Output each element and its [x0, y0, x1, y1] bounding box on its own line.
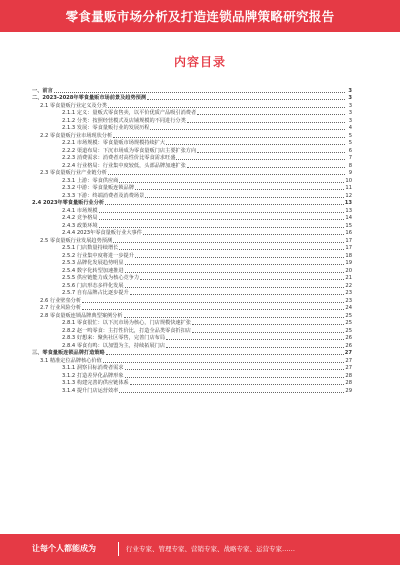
toc-entry-title: 2.1.1 定义：量贩式零食售卖，以平价优质产品吸引消费者 — [62, 110, 197, 116]
toc-entry-page: 28 — [345, 372, 352, 379]
toc-entry-title: 2.4 2023年零食量贩行业分析 — [32, 200, 105, 206]
toc-entry-page: 4 — [348, 125, 352, 131]
toc-entry-title: 2.1.3 发展：零食量贩行业的发展历程 — [62, 125, 150, 131]
toc-dot-leader — [166, 347, 344, 348]
toc-entry-title: 2.5.5 供应链能力成为核心竞争力 — [62, 275, 140, 281]
toc-entry[interactable] — [30, 191, 352, 199]
toc-entry[interactable] — [30, 184, 352, 192]
toc-entry-title: 2.1.2 分类：按照经营模式及店铺规模的不同进行分类 — [62, 117, 186, 124]
toc-entry-title: 2.5.7 自有品牌占比逐步提升 — [62, 290, 129, 296]
toc-entry[interactable] — [30, 296, 352, 304]
toc-dot-leader — [135, 189, 344, 190]
toc-dot-leader — [108, 174, 345, 175]
toc-entry[interactable] — [30, 221, 352, 229]
toc-dot-leader — [119, 249, 344, 250]
toc-entry-page: 11 — [345, 185, 352, 191]
toc-entry[interactable] — [30, 311, 352, 319]
toc-entry[interactable] — [30, 109, 352, 117]
toc-dot-leader — [197, 152, 345, 153]
toc-dot-leader — [145, 197, 344, 198]
toc-dot-leader — [105, 204, 344, 205]
toc-entry-title: 2.8.3 好想来：聚焦社区零售，完善门店布局 — [62, 335, 166, 341]
toc-entry-title: 2.8.2 赵一鸣零食：主打性价比，打造全品类零食折扣店 — [62, 327, 191, 334]
toc-entry-title: 2.8 零食量贩连锁品牌典型案例分析 — [40, 312, 123, 319]
toc-entry[interactable] — [30, 266, 352, 274]
toc-entry[interactable] — [30, 229, 352, 237]
toc-dot-leader — [108, 107, 345, 108]
toc-dot-leader — [125, 272, 345, 273]
toc-dot-leader — [99, 227, 345, 228]
toc-entry-page: 15 — [345, 222, 352, 229]
toc-entry[interactable] — [30, 176, 352, 184]
toc-dot-leader — [119, 392, 344, 393]
toc-entry-title: 2.4.2 竞争格局 — [62, 215, 98, 221]
toc-entry[interactable] — [30, 86, 352, 94]
toc-entry[interactable] — [30, 349, 352, 357]
toc-dot-leader — [192, 332, 344, 333]
toc-entry-page: 10 — [345, 177, 352, 184]
toc-dot-leader — [82, 309, 344, 310]
toc-dot-leader — [135, 257, 344, 258]
toc-entry[interactable] — [30, 259, 352, 267]
toc-dot-leader — [99, 219, 345, 220]
toc-entry-title: 3.1.1 洞察目标消费者需求 — [62, 365, 124, 371]
toc-entry-title: 2.5.3 品牌化发展趋势明显 — [62, 260, 124, 266]
toc-title: 内容目录 — [173, 55, 226, 69]
toc-entry[interactable] — [30, 319, 352, 327]
toc-entry-page: 16 — [345, 230, 352, 236]
toc-entry[interactable] — [30, 379, 352, 387]
toc-entry-title: 2.5.2 行业集中度将进一步提升 — [62, 252, 134, 259]
toc-entry[interactable] — [30, 154, 352, 162]
toc-dot-leader — [54, 92, 345, 93]
toc-entry-title: 2.2.3 消费需求：消费者对高性价比零食需求旺盛 — [62, 155, 176, 161]
toc-entry[interactable] — [30, 124, 352, 132]
toc-entry-title: 2.3.2 中游：零食量贩连锁品牌 — [62, 185, 134, 191]
toc-entry-page: 7 — [348, 155, 352, 161]
toc-dot-leader — [125, 377, 345, 378]
toc-entry-page: 5 — [348, 132, 352, 139]
toc-dot-leader — [106, 354, 344, 355]
toc-entry[interactable] — [30, 101, 352, 109]
toc-entry-page: 3 — [348, 102, 352, 109]
toc-entry-page: 3 — [348, 87, 352, 94]
toc-dot-leader — [125, 287, 345, 288]
toc-entry-title: 2.4.4 2023年零食量贩行业大事件 — [62, 230, 142, 236]
toc-dot-leader — [130, 294, 345, 295]
toc-dot-leader — [192, 324, 344, 325]
toc-entry-page: 23 — [345, 290, 352, 296]
toc-entry-title: 3.1.3 构建完善的供应链体系 — [62, 380, 129, 386]
toc-entry-page: 25 — [345, 327, 352, 334]
toc-entry[interactable] — [30, 326, 352, 334]
toc-dot-leader — [187, 167, 345, 168]
toc-dot-leader — [99, 212, 345, 213]
toc-entry-title: 3.1 精准定位品牌核心价值 — [40, 357, 102, 364]
toc-entry-page: 3 — [348, 95, 352, 101]
toc-entry[interactable] — [30, 199, 352, 207]
toc-entry-page: 27 — [344, 350, 352, 356]
footer-tagline: 行业专家、管理专家、营销专家、战略专家、运营专家…… — [126, 545, 295, 553]
toc-entry-title: 2.1 零食量贩行业定义及分类 — [40, 102, 107, 109]
report-header — [0, 0, 400, 32]
toc-entry-title: 3.1.4 提升门店运营效率 — [62, 387, 119, 394]
toc-entry[interactable] — [30, 244, 352, 252]
toc-entry-title: 三、零食量贩连锁品牌打造策略 — [32, 350, 105, 356]
toc-entry-page: 26 — [345, 342, 352, 349]
toc-entry[interactable] — [30, 334, 352, 342]
toc-entry-page: 14 — [345, 215, 352, 221]
toc-entry-title: 2.4.1 市场规模 — [62, 207, 98, 214]
toc-entry-page: 12 — [345, 192, 352, 199]
toc-entry-page: 6 — [348, 147, 352, 154]
toc-entry-title: 2.7 行业风险分析 — [40, 305, 82, 311]
toc-entry[interactable] — [30, 161, 352, 169]
toc-entry[interactable] — [30, 206, 352, 214]
toc-entry-title: 2.3.1 上游：零食供应商 — [62, 177, 119, 184]
toc-dot-leader — [124, 317, 345, 318]
toc-entry[interactable] — [30, 281, 352, 289]
toc-entry-title: 2.2.2 渠道布局：下沉市场成为零食量贩门店主要扩张方向 — [62, 147, 197, 154]
toc-entry-page: 5 — [348, 140, 352, 146]
toc-dot-leader — [150, 129, 345, 130]
toc-entry-page: 3 — [348, 110, 352, 116]
toc-entry[interactable] — [30, 289, 352, 297]
toc-entry-page: 17 — [345, 237, 352, 244]
toc-list — [30, 86, 352, 394]
toc-entry-page: 3 — [348, 117, 352, 124]
toc-entry-title: 2.2.4 行业格局：行业集中度较低，头部品牌加速扩张 — [62, 162, 186, 169]
toc-entry-page: 22 — [345, 282, 352, 289]
toc-entry[interactable] — [30, 341, 352, 349]
toc-dot-leader — [143, 234, 344, 235]
footer-slogan: 让每个人都能成为 — [32, 544, 96, 553]
toc-dot-leader — [113, 242, 344, 243]
toc-entry-title: 2.2.1 市场规模：零食量贩市场规模持续扩大 — [62, 140, 166, 146]
toc-entry[interactable] — [30, 236, 352, 244]
toc-dot-leader — [130, 384, 345, 385]
toc-entry-title: 2.2 零食量贩行业市场现状分析 — [40, 132, 113, 139]
toc-entry-title: 2.8.1 零食很忙：以下沉市场为核心，门店规模快速扩张 — [62, 320, 191, 326]
toc-entry-title: 2.3.3 下游：终端消费者及消费场景 — [62, 192, 145, 199]
toc-entry[interactable] — [30, 139, 352, 147]
toc-entry-page: 24 — [345, 305, 352, 311]
toc-entry-page: 21 — [345, 275, 352, 281]
toc-entry-title: 2.4.3 政策环境 — [62, 222, 98, 229]
toc-dot-leader — [125, 369, 345, 370]
toc-entry[interactable] — [30, 116, 352, 124]
toc-dot-leader — [113, 137, 345, 138]
toc-entry-page: 18 — [345, 252, 352, 259]
toc-entry-page: 19 — [345, 260, 352, 266]
toc-dot-leader — [166, 144, 345, 145]
toc-dot-leader — [187, 122, 345, 123]
toc-entry[interactable] — [30, 214, 352, 222]
toc-entry[interactable] — [30, 274, 352, 282]
toc-entry-title: 2.3 零食量贩行业产业链分析 — [40, 170, 107, 176]
toc-dot-leader — [176, 159, 345, 160]
toc-entry-page: 13 — [345, 207, 352, 214]
toc-dot-leader — [140, 279, 344, 280]
toc-dot-leader — [119, 182, 344, 183]
toc-entry[interactable] — [30, 386, 352, 394]
toc-dot-leader — [125, 264, 345, 265]
toc-entry-page: 25 — [345, 320, 352, 326]
toc-dot-leader — [82, 302, 344, 303]
toc-dot-leader — [166, 339, 344, 340]
toc-entry[interactable] — [30, 131, 352, 139]
toc-entry-title: 2.5 零食量贩行业发展趋势预测 — [40, 237, 113, 244]
toc-entry[interactable] — [30, 251, 352, 259]
toc-entry-page: 29 — [345, 387, 352, 394]
toc-entry-page: 17 — [345, 245, 352, 251]
footer-bar — [0, 534, 400, 565]
toc-entry-title: 2.6 行业壁垒分析 — [40, 297, 82, 304]
toc-entry-title: 二、2023-2028年零食量贩市场前景及趋势预测 — [32, 95, 147, 101]
toc-entry-page: 9 — [348, 170, 352, 176]
toc-entry-page: 26 — [345, 335, 352, 341]
toc-entry[interactable] — [30, 371, 352, 379]
toc-entry-page: 20 — [345, 267, 352, 274]
toc-entry-page: 25 — [345, 312, 352, 319]
toc-entry[interactable] — [30, 169, 352, 177]
toc-entry-page: 13 — [344, 200, 352, 206]
toc-entry-title: 2.5.1 门店数量持续增长 — [62, 245, 119, 251]
toc-dot-leader — [197, 114, 345, 115]
toc-dot-leader — [147, 99, 345, 100]
toc-entry-title: 3.1.2 打造差异化品牌形象 — [62, 372, 124, 379]
toc-entry-page: 23 — [345, 297, 352, 304]
toc-entry-title: 2.5.4 数字化转型加速推进 — [62, 267, 124, 274]
toc-entry-page: 8 — [348, 162, 352, 169]
toc-entry[interactable] — [30, 356, 352, 364]
toc-entry[interactable] — [30, 364, 352, 372]
toc-dot-leader — [103, 362, 345, 363]
footer-divider — [118, 542, 119, 556]
toc-entry[interactable] — [30, 304, 352, 312]
toc-entry-title: 2.5.6 门店形态多样化发展 — [62, 282, 124, 289]
toc-entry-page: 27 — [345, 357, 352, 364]
toc-entry-page: 27 — [345, 365, 352, 371]
toc-entry-page: 28 — [345, 380, 352, 386]
toc-entry[interactable] — [30, 94, 352, 102]
toc-entry-title: 一、前言 — [32, 87, 53, 94]
toc-entry-title: 2.8.4 零食有鸣：以加盟为主，持续拓展门店 — [62, 342, 166, 349]
report-title: 零食量贩市场分析及打造连锁品牌策略研究报告 — [65, 9, 335, 24]
toc-entry[interactable] — [30, 146, 352, 154]
